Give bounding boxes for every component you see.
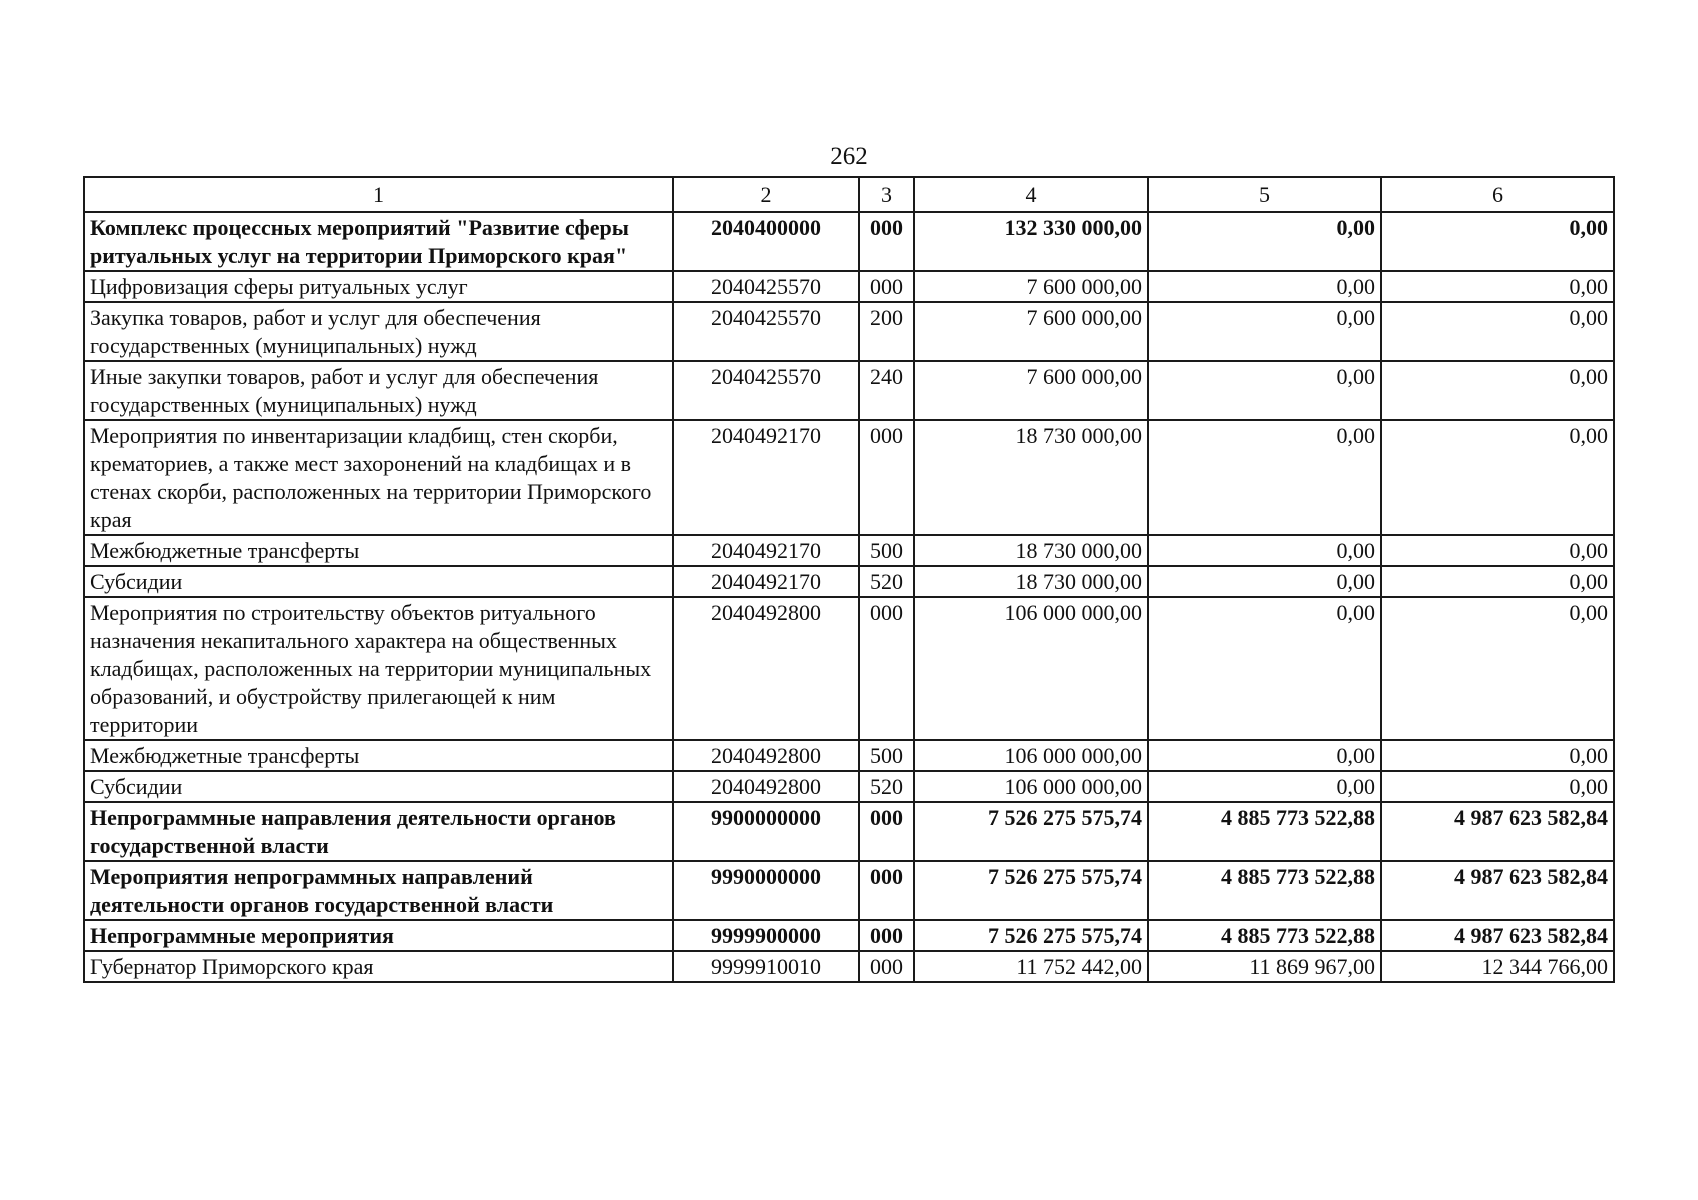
row-amount-col4-cell: 7 526 275 575,74 <box>914 861 1148 920</box>
row-amount-col5-cell: 0,00 <box>1148 597 1381 740</box>
row-expense-type-cell: 240 <box>859 361 914 420</box>
row-name-cell: Непрограммные мероприятия <box>84 920 673 951</box>
row-amount-col4-cell: 7 526 275 575,74 <box>914 920 1148 951</box>
budget-table <box>83 176 1615 983</box>
row-amount-col5-cell: 4 885 773 522,88 <box>1148 861 1381 920</box>
row-amount-col4-cell: 132 330 000,00 <box>914 212 1148 271</box>
table-row <box>84 212 1614 271</box>
row-name-cell: Иные закупки товаров, работ и услуг для обеспечения государственных (муниципальных) нужд <box>84 361 673 420</box>
row-code-cell: 2040400000 <box>673 212 859 271</box>
row-amount-col4-cell: 7 526 275 575,74 <box>914 802 1148 861</box>
row-amount-col4-cell: 7 600 000,00 <box>914 271 1148 302</box>
row-code-cell: 2040492800 <box>673 740 859 771</box>
row-amount-col6-cell: 0,00 <box>1381 361 1614 420</box>
row-amount-col6-cell: 4 987 623 582,84 <box>1381 920 1614 951</box>
table-row <box>84 740 1614 771</box>
row-amount-col5-cell: 0,00 <box>1148 361 1381 420</box>
row-amount-col4-cell: 7 600 000,00 <box>914 302 1148 361</box>
table-row <box>84 566 1614 597</box>
row-amount-col4-cell: 18 730 000,00 <box>914 535 1148 566</box>
column-header-5: 5 <box>1148 177 1381 212</box>
row-amount-col5-cell: 0,00 <box>1148 271 1381 302</box>
row-amount-col5-cell: 4 885 773 522,88 <box>1148 920 1381 951</box>
row-amount-col5-cell: 4 885 773 522,88 <box>1148 802 1381 861</box>
row-expense-type-cell: 000 <box>859 951 914 982</box>
row-amount-col4-cell: 18 730 000,00 <box>914 420 1148 535</box>
row-name-cell: Мероприятия по инвентаризации кладбищ, стен скорби, крематориев, а также мест захоронений на кладбищах и в стенах скорби, расположенных на территории Приморского края <box>84 420 673 535</box>
row-name-cell: Субсидии <box>84 566 673 597</box>
row-expense-type-cell: 000 <box>859 420 914 535</box>
row-expense-type-cell: 200 <box>859 302 914 361</box>
row-code-cell: 2040492170 <box>673 420 859 535</box>
row-expense-type-cell: 500 <box>859 740 914 771</box>
row-code-cell: 9999900000 <box>673 920 859 951</box>
row-amount-col4-cell: 106 000 000,00 <box>914 771 1148 802</box>
row-name-cell: Межбюджетные трансферты <box>84 740 673 771</box>
table-row <box>84 420 1614 535</box>
row-amount-col5-cell: 0,00 <box>1148 535 1381 566</box>
row-code-cell: 2040425570 <box>673 302 859 361</box>
row-amount-col5-cell: 0,00 <box>1148 420 1381 535</box>
row-amount-col6-cell: 0,00 <box>1381 420 1614 535</box>
table-row <box>84 271 1614 302</box>
row-expense-type-cell: 520 <box>859 771 914 802</box>
table-row <box>84 802 1614 861</box>
row-name-cell: Комплекс процессных мероприятий "Развитие сферы ритуальных услуг на территории Приморского края" <box>84 212 673 271</box>
table-row <box>84 361 1614 420</box>
row-amount-col6-cell: 12 344 766,00 <box>1381 951 1614 982</box>
row-code-cell: 2040492800 <box>673 597 859 740</box>
row-amount-col6-cell: 4 987 623 582,84 <box>1381 861 1614 920</box>
row-name-cell: Закупка товаров, работ и услуг для обеспечения государственных (муниципальных) нужд <box>84 302 673 361</box>
column-header-3: 3 <box>859 177 914 212</box>
row-expense-type-cell: 000 <box>859 597 914 740</box>
row-amount-col6-cell: 0,00 <box>1381 271 1614 302</box>
row-expense-type-cell: 000 <box>859 861 914 920</box>
row-amount-col6-cell: 0,00 <box>1381 740 1614 771</box>
row-amount-col5-cell: 0,00 <box>1148 302 1381 361</box>
column-header-6: 6 <box>1381 177 1614 212</box>
table-row <box>84 597 1614 740</box>
row-name-cell: Субсидии <box>84 771 673 802</box>
column-header-4: 4 <box>914 177 1148 212</box>
row-name-cell: Непрограммные направления деятельности органов государственной власти <box>84 802 673 861</box>
page-number: 262 <box>830 143 868 170</box>
row-name-cell: Межбюджетные трансферты <box>84 535 673 566</box>
row-amount-col5-cell: 0,00 <box>1148 740 1381 771</box>
row-code-cell: 9990000000 <box>673 861 859 920</box>
row-amount-col5-cell: 11 869 967,00 <box>1148 951 1381 982</box>
row-code-cell: 9999910010 <box>673 951 859 982</box>
table-body <box>84 212 1614 982</box>
row-code-cell: 9900000000 <box>673 802 859 861</box>
row-expense-type-cell: 000 <box>859 212 914 271</box>
row-amount-col6-cell: 0,00 <box>1381 212 1614 271</box>
row-code-cell: 2040492170 <box>673 566 859 597</box>
row-expense-type-cell: 000 <box>859 802 914 861</box>
row-amount-col6-cell: 0,00 <box>1381 566 1614 597</box>
table-row <box>84 535 1614 566</box>
table-row <box>84 302 1614 361</box>
row-name-cell: Губернатор Приморского края <box>84 951 673 982</box>
row-name-cell: Мероприятия по строительству объектов ритуального назначения некапитального характера на общественных кладбищах, расположенных на территории муниципальных образований, и обустройству прилегающей к ним территории <box>84 597 673 740</box>
column-header-2: 2 <box>673 177 859 212</box>
row-amount-col6-cell: 0,00 <box>1381 302 1614 361</box>
table-row <box>84 951 1614 982</box>
table-row <box>84 771 1614 802</box>
row-code-cell: 2040492170 <box>673 535 859 566</box>
table-header-row <box>84 177 1614 212</box>
column-header-1: 1 <box>84 177 673 212</box>
row-amount-col4-cell: 18 730 000,00 <box>914 566 1148 597</box>
row-amount-col4-cell: 106 000 000,00 <box>914 597 1148 740</box>
row-expense-type-cell: 500 <box>859 535 914 566</box>
row-expense-type-cell: 000 <box>859 271 914 302</box>
row-amount-col6-cell: 4 987 623 582,84 <box>1381 802 1614 861</box>
row-expense-type-cell: 000 <box>859 920 914 951</box>
row-amount-col6-cell: 0,00 <box>1381 597 1614 740</box>
row-code-cell: 2040425570 <box>673 271 859 302</box>
row-amount-col5-cell: 0,00 <box>1148 771 1381 802</box>
row-amount-col4-cell: 11 752 442,00 <box>914 951 1148 982</box>
table-row <box>84 861 1614 920</box>
row-amount-col6-cell: 0,00 <box>1381 535 1614 566</box>
row-amount-col5-cell: 0,00 <box>1148 212 1381 271</box>
row-amount-col5-cell: 0,00 <box>1148 566 1381 597</box>
table-row <box>84 920 1614 951</box>
row-code-cell: 2040425570 <box>673 361 859 420</box>
row-name-cell: Цифровизация сферы ритуальных услуг <box>84 271 673 302</box>
row-amount-col6-cell: 0,00 <box>1381 771 1614 802</box>
row-code-cell: 2040492800 <box>673 771 859 802</box>
row-amount-col4-cell: 7 600 000,00 <box>914 361 1148 420</box>
row-expense-type-cell: 520 <box>859 566 914 597</box>
row-name-cell: Мероприятия непрограммных направлений деятельности органов государственной власти <box>84 861 673 920</box>
row-amount-col4-cell: 106 000 000,00 <box>914 740 1148 771</box>
